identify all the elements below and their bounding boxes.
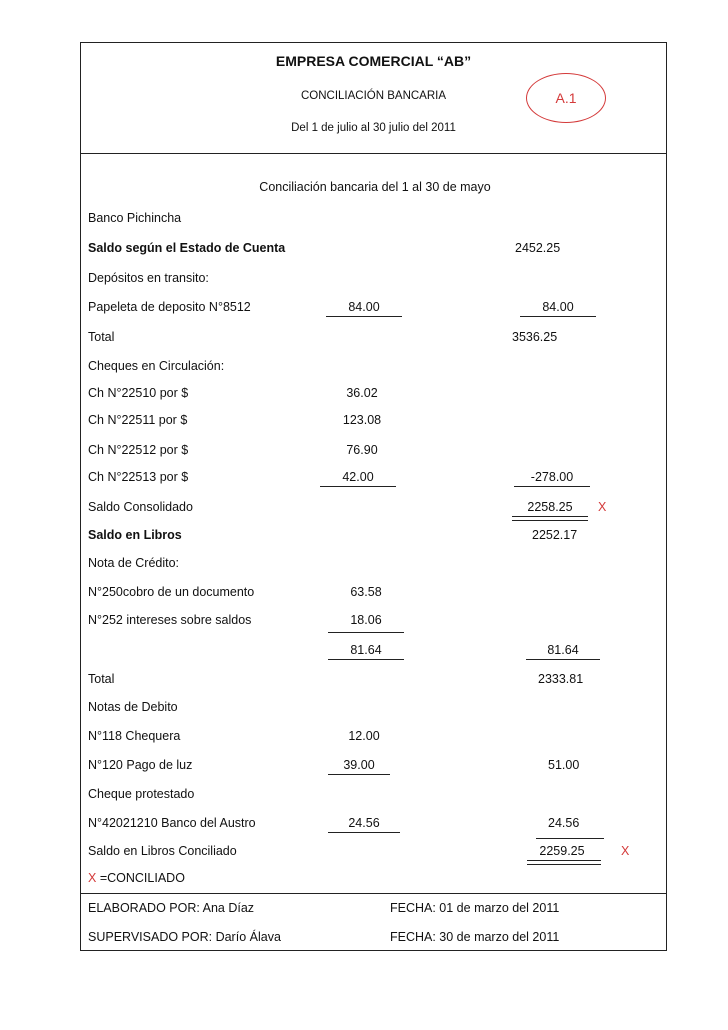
fecha-supervisado: FECHA: 30 de marzo del 2011 [390, 930, 560, 944]
fecha-elaborado: FECHA: 01 de marzo del 2011 [390, 901, 560, 915]
credito-total: 81.64 [547, 643, 579, 657]
cheque-label: Ch N°22513 por $ [88, 470, 189, 484]
credito-amount: 18.06 [350, 613, 382, 627]
cheque-amount: 42.00 [342, 470, 374, 484]
credito-subtotal: 81.64 [350, 643, 382, 657]
credito-header: Nota de Crédito: [88, 556, 180, 570]
saldo-consolidado-total: 2258.25 [527, 500, 573, 514]
underline [326, 316, 402, 317]
cheques-header: Cheques en Circulación: [88, 359, 225, 373]
papeleta-total: 84.00 [542, 300, 574, 314]
elaborado-por: ELABORADO POR: Ana Díaz [88, 901, 255, 915]
debito-header: Notas de Debito [88, 700, 178, 714]
underline [526, 659, 600, 660]
underline [320, 486, 396, 487]
debito-label: N°120 Pago de luz [88, 758, 193, 772]
legend-mark: X [88, 871, 97, 885]
reconciliation-subtitle: Conciliación bancaria del 1 al 30 de mayo [259, 180, 491, 194]
underline [328, 632, 404, 633]
cheques-total: -278.00 [530, 470, 574, 484]
depositos-header: Depósitos en transito: [88, 271, 209, 285]
protestado-header: Cheque protestado [88, 787, 195, 801]
company-name: EMPRESA COMERCIAL “AB” [275, 53, 472, 69]
cheque-amount: 36.02 [346, 386, 378, 400]
saldo-libros-total: 2252.17 [532, 528, 578, 542]
period: Del 1 de julio al 30 julio del 2011 [291, 122, 456, 134]
supervisado-por: SUPERVISADO POR: Darío Álava [88, 930, 281, 944]
debito-amount: 12.00 [348, 729, 380, 743]
papeleta-label: Papeleta de deposito N°8512 [88, 300, 251, 314]
underline [328, 659, 404, 660]
cheque-amount: 123.08 [342, 413, 382, 427]
protestado-label: N°42021210 Banco del Austro [88, 816, 256, 830]
cheque-label: Ch N°22512 por $ [88, 443, 189, 457]
protestado-total: 24.56 [548, 816, 580, 830]
credito-label: N°250cobro de un documento [88, 585, 255, 599]
legend-text: =CONCILIADO [99, 871, 185, 885]
conciliado-mark: X [598, 500, 607, 514]
papeleta-amount: 84.00 [348, 300, 380, 314]
cheque-label: Ch N°22510 por $ [88, 386, 189, 400]
total2-value: 2333.81 [538, 672, 584, 686]
saldo-conciliado-label: Saldo en Libros Conciliado [88, 844, 237, 858]
underline [514, 486, 590, 487]
total1-value: 3536.25 [512, 330, 558, 344]
underline [536, 838, 604, 839]
saldo-conciliado-total: 2259.25 [539, 844, 585, 858]
double-underline [527, 860, 601, 865]
debito-total: 51.00 [548, 758, 580, 772]
double-underline [512, 516, 588, 521]
footer-divider [80, 893, 667, 894]
conciliado-mark: X [621, 844, 630, 858]
underline [328, 832, 400, 833]
total2-label: Total [88, 672, 115, 686]
credito-amount: 63.58 [350, 585, 382, 599]
credito-label: N°252 intereses sobre saldos [88, 613, 252, 627]
total1-label: Total [88, 330, 115, 344]
debito-amount: 39.00 [343, 758, 375, 772]
saldo-estado-label: Saldo según el Estado de Cuenta [88, 241, 286, 255]
bank-name: Banco Pichincha [88, 211, 182, 225]
reference-label: A.1 [555, 90, 577, 106]
saldo-libros-label: Saldo en Libros [88, 528, 182, 542]
underline [520, 316, 596, 317]
underline [328, 774, 390, 775]
saldo-estado-total: 2452.25 [515, 241, 561, 255]
legend [88, 870, 185, 886]
cheque-amount: 76.90 [346, 443, 378, 457]
saldo-consolidado-label: Saldo Consolidado [88, 500, 193, 514]
reference-badge [526, 73, 606, 123]
document-title: CONCILIACIÓN BANCARIA [300, 90, 447, 102]
protestado-amount: 24.56 [348, 816, 380, 830]
header-divider [80, 153, 667, 154]
debito-label: N°118 Chequera [88, 729, 181, 743]
cheque-label: Ch N°22511 por $ [88, 413, 188, 427]
